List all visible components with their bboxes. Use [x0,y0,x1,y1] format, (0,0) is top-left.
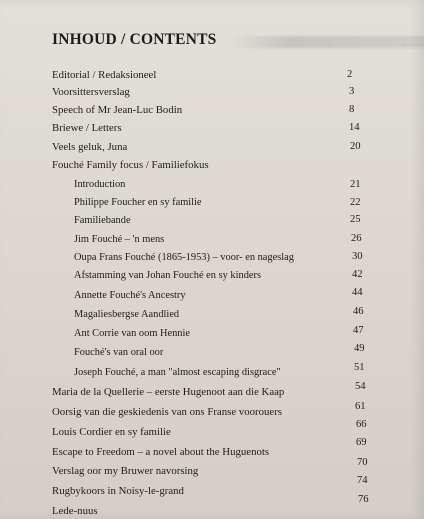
toc-entry-page-number: 54 [355,381,366,392]
toc-entry-title: Oorsig van die geskiedenis van ons Franse voorouers [52,406,282,418]
toc-entry-page-number: 21 [350,179,361,190]
toc-entry-page-number: 70 [357,457,368,468]
toc-entry-page-number: 14 [349,122,360,133]
toc-entry-title: Familiebande [74,215,131,226]
toc-entry-page-number: 25 [350,214,361,225]
toc-entry-title: Escape to Freedom – a novel about the Huguenots [52,446,270,458]
toc-entry-title: Veels geluk, Juna [52,141,128,153]
toc-entry-page-number: 47 [353,325,364,336]
toc-entry-title: Joseph Fouché, a man "almost escaping disgrace" [74,367,281,378]
toc-entry-page-number: 42 [352,269,363,280]
toc-entry-page-number: 44 [352,287,363,298]
toc-entry-page-number: 49 [354,343,365,354]
toc-entry-page-number: 74 [357,475,368,486]
toc-entry-title: Rugbykoors in Noisy-le-grand [52,485,184,497]
toc-entry-page-number: 46 [353,306,364,317]
toc-entry-title: Ant Corrie van oom Hennie [74,328,191,339]
toc-entry-title: Fouché Family focus / Familiefokus [52,159,209,171]
toc-entry-title: Speech of Mr Jean-Luc Bodin [52,104,183,116]
toc-entry-page-number: 2 [347,69,353,80]
toc-entry-title: Oupa Frans Fouché (1865-1953) – voor- en nageslag [74,252,294,263]
toc-entry-page-number: 51 [354,362,365,373]
toc-entry-title: Maria de la Quellerie – eerste Hugenoot aan die Kaap [52,386,285,398]
toc-entry-page-number: 76 [358,494,369,505]
contents-heading: INHOUD / CONTENTS [52,31,217,48]
toc-entry-title: Introduction [74,179,126,190]
toc-entry-page-number: 22 [350,197,361,208]
toc-entry-title: Louis Cordier en sy familie [52,426,171,438]
toc-entry-page-number: 69 [356,437,367,448]
toc-entry-page-number: 3 [349,86,355,97]
toc-entry-title: Annette Fouché's Ancestry [74,290,186,301]
toc-entry-page-number: 30 [352,251,363,262]
toc-entry-title: Editorial / Redaksioneel [52,69,157,81]
toc-entry-page-number: 66 [356,419,367,430]
toc-entry-title: Magaliesbergse Aandlied [74,309,180,320]
toc-entry-title: Philippe Foucher en sy familie [74,197,202,208]
toc-entry-title: Voorsittersverslag [52,86,130,98]
toc-entry-page-number: 8 [349,104,355,115]
toc-entry-page-number: 20 [350,141,361,152]
toc-entry-title: Jim Fouché – 'n mens [74,234,165,245]
toc-entry-title: Afstamming van Johan Fouché en sy kinders [74,270,262,281]
toc-entry-page-number: 61 [355,401,366,412]
toc-entry-title: Briewe / Letters [52,122,122,134]
toc-entry-title: Lede-nuus [52,505,98,517]
toc-entry-title: Verslag oor my Bruwer navorsing [52,465,199,477]
toc-entry-title: Fouché's van oral oor [74,347,164,358]
toc-entry-page-number: 26 [351,233,362,244]
